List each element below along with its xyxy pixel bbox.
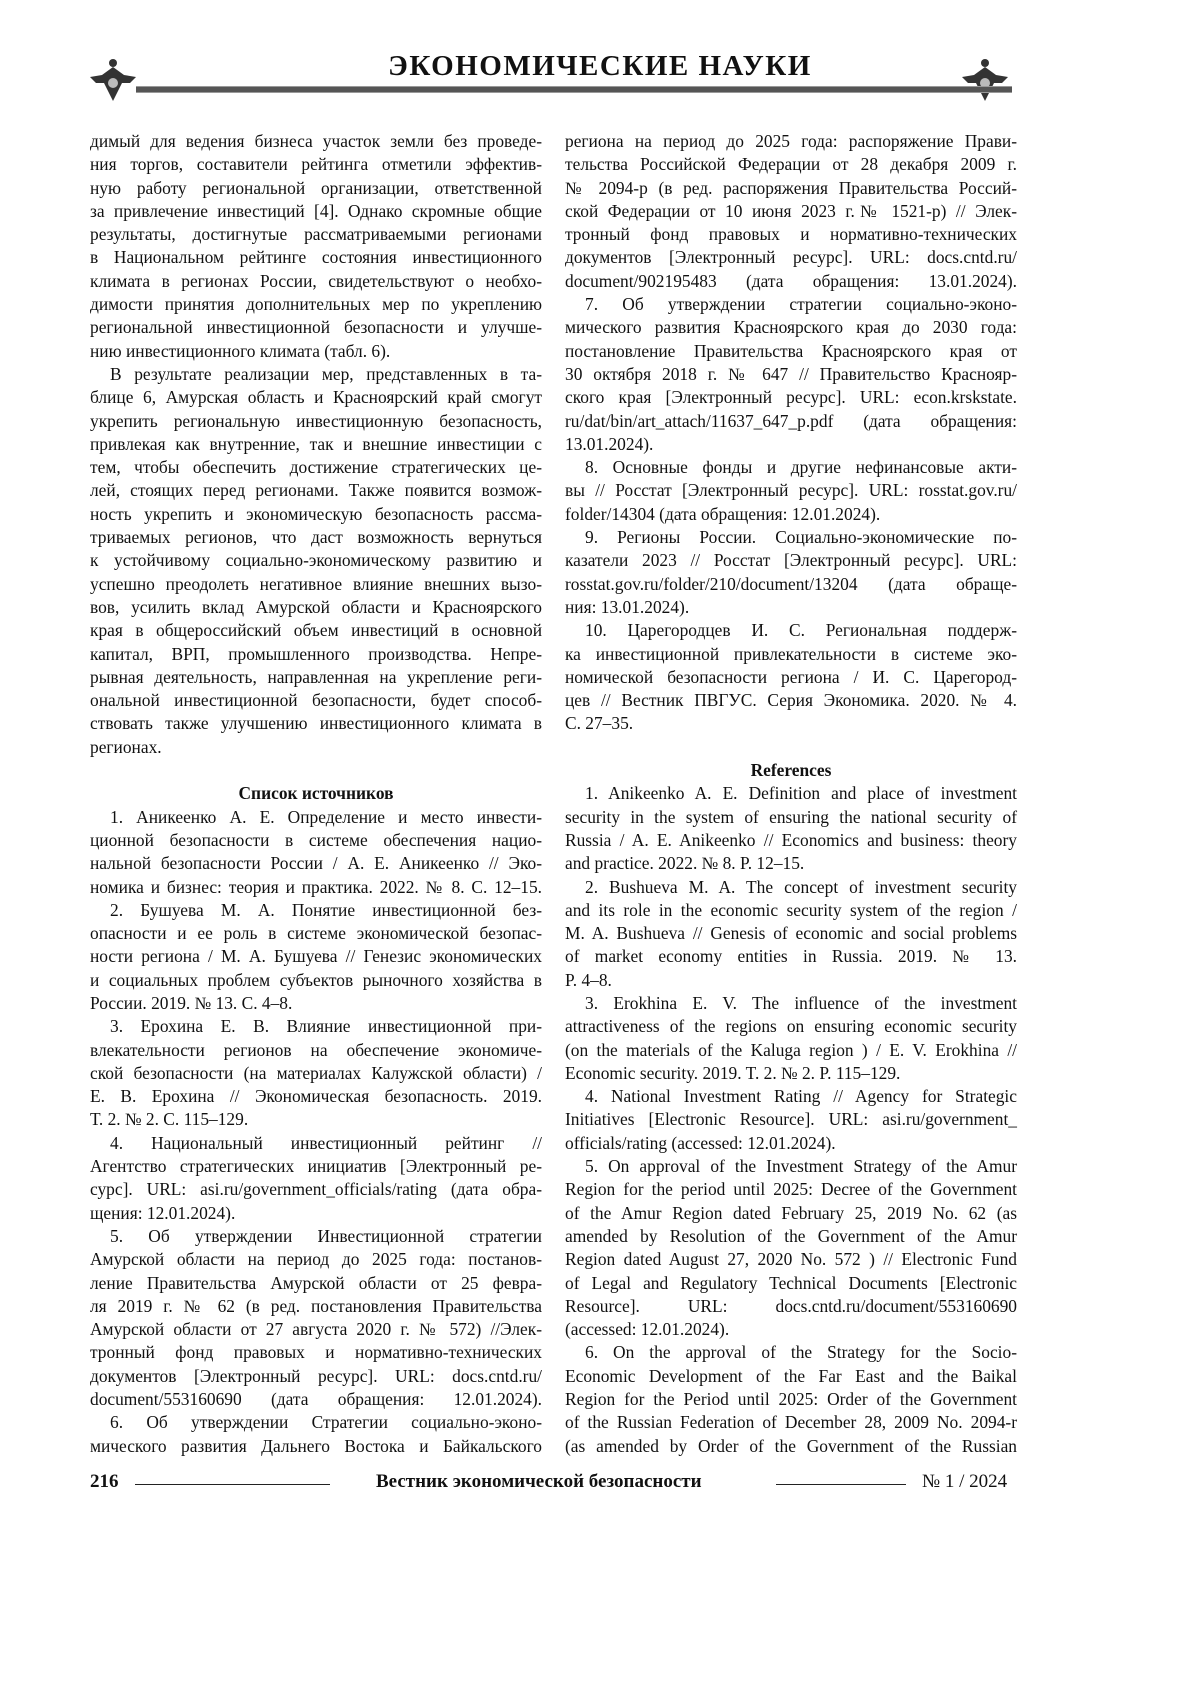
text-line: attractiveness of the regions on ensuring economic security [565, 1015, 1017, 1038]
text-line: региона на период до 2025 года: распоряжение Прави- [565, 130, 1017, 153]
footer-rule [776, 1484, 906, 1485]
text-line: (on the materials of the Kaluga region ) / E. V. Erokhina // [565, 1039, 1017, 1062]
text-line: 9. Регионы России. Социально-экономические по- [565, 526, 1017, 549]
text-line: (accessed: 12.01.2024). [565, 1318, 1017, 1341]
text-line: за привлечение инвестиций [4]. Однако скромные общие [90, 200, 542, 223]
text-line: тельства Российской Федерации от 28 декабря 2009 г. [565, 153, 1017, 176]
text-line: security in the system of ensuring the national security of [565, 806, 1017, 829]
text-line: Е. В. Ерохина // Экономическая безопасность. 2019. [90, 1085, 542, 1108]
text-line: 3. Erokhina E. V. The influence of the investment [565, 992, 1017, 1015]
text-line: officials/rating (accessed: 12.01.2024). [565, 1132, 1017, 1155]
text-line: димый для ведения бизнеса участок земли без проведе- [90, 130, 542, 153]
header-rule [136, 86, 1012, 93]
paragraph [90, 363, 542, 759]
paragraph [565, 456, 1017, 526]
text-line: ния торгов, составители рейтинга отметили эффектив- [90, 153, 542, 176]
paragraph [90, 1015, 542, 1131]
paragraph [565, 876, 1017, 992]
references-heading: References [565, 759, 1017, 782]
text-line: 13.01.2024). [565, 433, 1017, 456]
text-line: лей, стоящих перед регионами. Также появится возмож- [90, 479, 542, 502]
text-line: вов, усилить вклад Амурской области и Красноярского [90, 596, 542, 619]
text-line: ональной инвестиционной безопасности, будет способ- [90, 689, 542, 712]
text-line: 8. Основные фонды и другие нефинансовые акти- [565, 456, 1017, 479]
text-line: ской безопасности (на материалах Калужской области) / [90, 1062, 542, 1085]
text-line: укрепить региональную инвестиционную безопасность, [90, 410, 542, 433]
text-line: Т. 2. № 2. С. 115–129. [90, 1108, 542, 1131]
text-line: ния: 13.01.2024). [565, 596, 1017, 619]
text-line: 4. Национальный инвестиционный рейтинг // [90, 1132, 542, 1155]
text-line: в Национальном рейтинге состояния инвестиционного [90, 246, 542, 269]
paragraph [565, 619, 1017, 735]
text-line: Агентство стратегических инициатив [Электронный ре- [90, 1155, 542, 1178]
text-line: ской Федерации от 10 июня 2023 г.№ 1521-р) // Элек- [565, 200, 1017, 223]
text-line: 2. Бушуева М. А. Понятие инвестиционной без- [90, 899, 542, 922]
text-line: M. A. Bushueva // Genesis of economic and social problems [565, 922, 1017, 945]
text-line: ствовать также улучшению инвестиционного климата в [90, 712, 542, 735]
text-line: ка инвестиционной привлекательности в системе эко- [565, 643, 1017, 666]
paragraph [565, 1085, 1017, 1155]
text-line: нию инвестиционного климата (табл. 6). [90, 340, 542, 363]
text-line: 3. Ерохина Е. В. Влияние инвестиционной при- [90, 1015, 542, 1038]
text-line: (as amended by Order of the Government of the Russian [565, 1435, 1017, 1458]
text-line: Region for the period until 2025: Decree of the Government [565, 1178, 1017, 1201]
footer-rule [135, 1484, 330, 1485]
text-line: of the Amur Region dated February 25, 2019 No. 62 (as [565, 1202, 1017, 1225]
right-column [565, 130, 1017, 1458]
text-line: тем, чтобы обеспечить достижение стратегических це- [90, 456, 542, 479]
text-line: amended by Resolution of the Government of the Amur [565, 1225, 1017, 1248]
text-line: 1. Anikeenko A. E. Definition and place of investment [565, 782, 1017, 805]
text-line: результаты, достигнутые рассматриваемыми регионами [90, 223, 542, 246]
text-line: мического развития Дальнего Востока и Байкальского [90, 1435, 542, 1458]
paragraph [565, 293, 1017, 456]
issue-number: № 1 / 2024 [922, 1471, 1007, 1493]
text-line: of market economy entities in Russia. 2019. № 13. [565, 945, 1017, 968]
text-line: Resource]. URL: docs.cntd.ru/document/553160690 [565, 1295, 1017, 1318]
text-line: 1. Аникеенко А. Е. Определение и место инвести- [90, 806, 542, 829]
text-line: климата в регионах России, свидетельствуют о необхо- [90, 270, 542, 293]
text-line: влекательности регионов на обеспечение экономиче- [90, 1039, 542, 1062]
text-line: 5. On approval of the Investment Strategy of the Amur [565, 1155, 1017, 1178]
text-line: № 2094-р (в ред. распоряжения Правительства Россий- [565, 177, 1017, 200]
text-line: and its role in the economic security system of the region / [565, 899, 1017, 922]
page-number: 216 [90, 1471, 119, 1493]
text-line: вы // Росстат [Электронный ресурс]. URL: rosstat.gov.ru/ [565, 479, 1017, 502]
text-line: Economic Development of the Far East and the Baikal [565, 1365, 1017, 1388]
text-line: тронный фонд правовых и нормативно-технических [90, 1341, 542, 1364]
text-line: номической безопасности региона / И. С. Царегород- [565, 666, 1017, 689]
text-line: Russia / A. E. Anikeenko // Economics and business: theory [565, 829, 1017, 852]
text-line: Initiatives [Electronic Resource]. URL: asi.ru/government_ [565, 1108, 1017, 1131]
text-line: номика и бизнес: теория и практика. 2022. № 8. С. 12–15. [90, 876, 542, 899]
paragraph [90, 899, 542, 1015]
journal-title: Вестник экономической безопасности [376, 1471, 702, 1493]
paragraph [565, 1341, 1017, 1457]
text-line: ление Правительства Амурской области от 25 февра- [90, 1272, 542, 1295]
text-line: успешно преодолеть негативное влияние внешних вызо- [90, 573, 542, 596]
text-line: document/902195483 (дата обращения: 13.01.2024). [565, 270, 1017, 293]
text-line: document/553160690 (дата обращения: 12.01.2024). [90, 1388, 542, 1411]
text-line: 6. Об утверждении Стратегии социально-эконо- [90, 1411, 542, 1434]
paragraph [565, 782, 1017, 875]
text-line: регионах. [90, 736, 542, 759]
text-line: документов [Электронный ресурс]. URL: docs.cntd.ru/ [565, 246, 1017, 269]
text-line: of Legal and Regulatory Technical Documents [Electronic [565, 1272, 1017, 1295]
references-heading: Список источников [90, 782, 542, 805]
paragraph [565, 526, 1017, 619]
text-line: димости принятия дополнительных мер по укреплению [90, 293, 542, 316]
text-line: 4. National Investment Rating // Agency for Strategic [565, 1085, 1017, 1108]
text-line: края в общероссийский объем инвестиций в основной [90, 619, 542, 642]
text-line: ru/dat/bin/art_attach/11637_647_p.pdf (дата обращения: [565, 410, 1017, 433]
text-line: of the Russian Federation of December 28, 2009 No. 2094-r [565, 1411, 1017, 1434]
paragraph [90, 806, 542, 899]
text-line: С. 27–35. [565, 712, 1017, 735]
text-line: and practice. 2022. № 8. P. 12–15. [565, 852, 1017, 875]
text-line: Economic security. 2019. T. 2. № 2. P. 115–129. [565, 1062, 1017, 1085]
text-line: Амурской области на период до 2025 года: постанов- [90, 1248, 542, 1271]
text-line: Region dated August 27, 2020 No. 572 ) // Electronic Fund [565, 1248, 1017, 1271]
paragraph [90, 1132, 542, 1225]
paragraph [90, 130, 542, 363]
text-line: ности региона / М. А. Бушуева // Генезис экономических [90, 945, 542, 968]
text-line: ционной безопасности в системе обеспечения нацио- [90, 829, 542, 852]
text-line: rosstat.gov.ru/folder/210/document/13204 (дата обраще- [565, 573, 1017, 596]
paragraph [90, 1225, 542, 1411]
text-line: документов [Электронный ресурс]. URL: docs.cntd.ru/ [90, 1365, 542, 1388]
text-line: Region for the Period until 2025: Order of the Government [565, 1388, 1017, 1411]
text-line: тронный фонд правовых и нормативно-технических [565, 223, 1017, 246]
text-line: P. 4–8. [565, 969, 1017, 992]
text-line: 7. Об утверждении стратегии социально-эконо- [565, 293, 1017, 316]
paragraph [90, 1411, 542, 1458]
text-line: к устойчивому социально-экономическому развитию и [90, 549, 542, 572]
text-line: folder/14304 (дата обращения: 12.01.2024). [565, 503, 1017, 526]
text-line: капитал, ВРП, промышленного производства. Непре- [90, 643, 542, 666]
text-line: и социальных проблем субъектов рыночного хозяйства в [90, 969, 542, 992]
paragraph [565, 992, 1017, 1085]
text-line: ность укрепить и экономическую безопасность рассма- [90, 503, 542, 526]
text-line: Амурской области от 27 августа 2020 г. № 572) //Элек- [90, 1318, 542, 1341]
paragraph [565, 1155, 1017, 1341]
text-line: блице 6, Амурская область и Красноярский край смогут [90, 386, 542, 409]
text-line: 30 октября 2018 г. № 647 // Правительство Краснояр- [565, 363, 1017, 386]
section-title: ЭКОНОМИЧЕСКИЕ НАУКИ [0, 50, 1200, 83]
text-line: цев // Вестник ПВГУС. Серия Экономика. 2020. № 4. [565, 689, 1017, 712]
text-line: В результате реализации мер, представленных в та- [90, 363, 542, 386]
text-line: ля 2019 г. № 62 (в ред. постановления Правительства [90, 1295, 542, 1318]
text-line: 2. Bushueva M. A. The concept of investment security [565, 876, 1017, 899]
text-line: 5. Об утверждении Инвестиционной стратегии [90, 1225, 542, 1248]
text-line: России. 2019. № 13. С. 4–8. [90, 992, 542, 1015]
text-line: щения: 12.01.2024). [90, 1202, 542, 1225]
text-line: ную работу региональной организации, ответственной [90, 177, 542, 200]
text-line: триваемых регионов, что даст возможность вернуться [90, 526, 542, 549]
left-column [90, 130, 542, 1458]
text-line: сурс]. URL: asi.ru/government_officials/rating (дата обра- [90, 1178, 542, 1201]
text-line: постановление Правительства Красноярского края от [565, 340, 1017, 363]
text-line: ского края [Электронный ресурс]. URL: econ.krskstate. [565, 386, 1017, 409]
text-line: региональной инвестиционной безопасности и улучше- [90, 316, 542, 339]
text-line: мического развития Красноярского края до 2030 года: [565, 316, 1017, 339]
text-line: нальной безопасности России / А. Е. Аникеенко // Эко- [90, 852, 542, 875]
text-line: привлекая как внутренние, так и внешние инвестиции с [90, 433, 542, 456]
text-line: 6. On the approval of the Strategy for the Socio- [565, 1341, 1017, 1364]
text-line: 10. Царегородцев И. С. Региональная поддерж- [565, 619, 1017, 642]
text-line: рывная деятельность, направленная на укрепление реги- [90, 666, 542, 689]
paragraph [565, 130, 1017, 293]
text-line: казатели 2023 // Росстат [Электронный ресурс]. URL: [565, 549, 1017, 572]
text-line: опасности и ее роль в системе экономической безопас- [90, 922, 542, 945]
